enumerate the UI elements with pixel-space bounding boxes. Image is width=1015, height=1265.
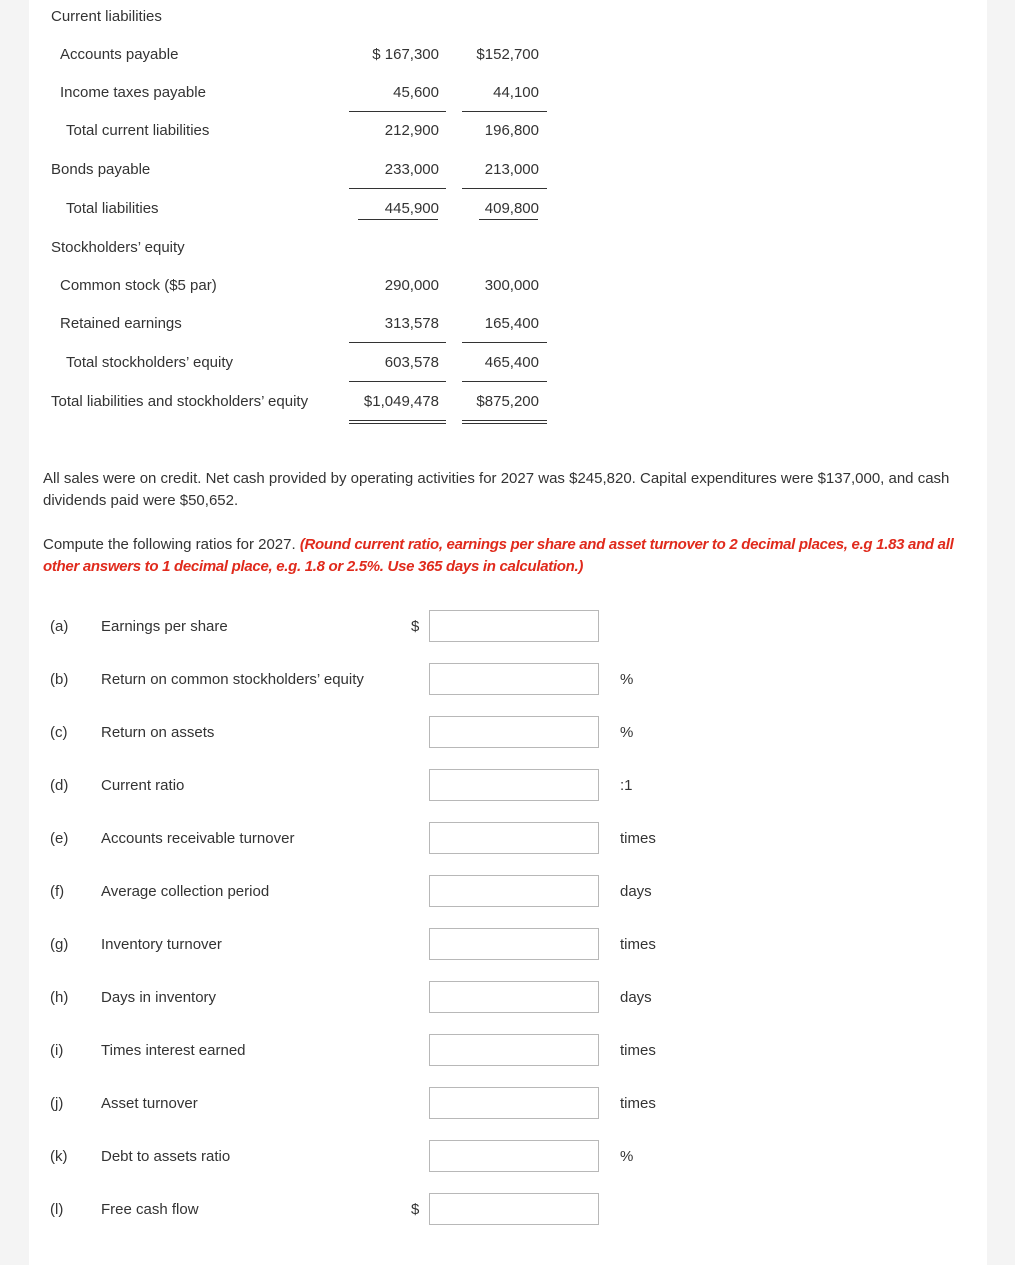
question-times-interest-earned — [29, 1034, 987, 1068]
underline — [462, 111, 547, 112]
bs-row-retained-earnings — [29, 310, 629, 338]
question-earnings-per-share — [29, 610, 987, 644]
info-text: All sales were on credit. Net cash provided by operating activities for 2027 was $245,820. Capital expenditures were $137,000, and cash dividends paid were $50,652. — [43, 470, 950, 509]
question-days-in-inventory — [29, 981, 987, 1015]
unit-label: times — [620, 830, 656, 847]
question-letter: (e) — [50, 830, 69, 847]
question-label: Earnings per share — [101, 618, 228, 635]
bs-value-2026: 409,800 — [484, 200, 539, 217]
answer-input-days-in-inventory[interactable] — [429, 981, 599, 1013]
question-ar-turnover — [29, 822, 987, 856]
answer-input-current-ratio[interactable] — [429, 769, 599, 801]
unit-label: :1 — [620, 777, 633, 794]
instruction-main: Compute the following ratios for 2027. — [43, 536, 296, 553]
bs-row-total-liabilities-and-equity — [29, 388, 629, 416]
bs-value-2026: 465,400 — [484, 354, 539, 371]
question-letter: (g) — [50, 936, 69, 953]
bs-value-2026: 44,100 — [493, 84, 539, 101]
answer-input-free-cash-flow[interactable] — [429, 1193, 599, 1225]
double-underline — [349, 423, 446, 424]
bs-row-accounts-payable — [29, 41, 629, 69]
bs-row-label: Retained earnings — [60, 315, 182, 332]
answer-input-inventory-turnover[interactable] — [429, 928, 599, 960]
question-debt-to-assets — [29, 1140, 987, 1174]
underline — [462, 342, 547, 343]
underline — [349, 111, 446, 112]
bs-value-2027: $ 167,300 — [372, 46, 439, 63]
answer-input-times-interest-earned[interactable] — [429, 1034, 599, 1066]
bs-row-income-taxes-payable — [29, 79, 629, 107]
question-return-on-equity — [29, 663, 987, 697]
question-letter: (k) — [50, 1148, 68, 1165]
stockholders-equity-heading: Stockholders’ equity — [51, 239, 185, 256]
dollar-prefix: $ — [411, 618, 420, 635]
question-letter: (b) — [50, 671, 69, 688]
underline — [479, 219, 538, 220]
answer-input-asset-turnover[interactable] — [429, 1087, 599, 1119]
bs-value-2027: 45,600 — [393, 84, 439, 101]
bs-row-total-stockholders-equity — [29, 349, 629, 377]
question-free-cash-flow — [29, 1193, 987, 1227]
question-label: Return on assets — [101, 724, 215, 741]
underline — [462, 188, 547, 189]
unit-label: % — [620, 1148, 634, 1165]
bs-row-bonds-payable — [29, 156, 629, 184]
underline — [349, 381, 446, 382]
question-letter: (d) — [50, 777, 69, 794]
underline — [349, 188, 446, 189]
question-current-ratio — [29, 769, 987, 803]
question-asset-turnover — [29, 1087, 987, 1121]
question-label: Debt to assets ratio — [101, 1148, 231, 1165]
bs-value-2026: 213,000 — [484, 161, 539, 178]
unit-label: % — [620, 724, 634, 741]
answer-input-return-on-equity[interactable] — [429, 663, 599, 695]
question-label: Inventory turnover — [101, 936, 222, 953]
unit-label: times — [620, 1095, 656, 1112]
double-underline — [349, 420, 446, 421]
question-letter: (i) — [50, 1042, 64, 1059]
bs-value-2027: 603,578 — [384, 354, 439, 371]
bs-value-2026: $875,200 — [476, 393, 539, 410]
dollar-prefix: $ — [411, 1201, 420, 1218]
question-label: Current ratio — [101, 777, 185, 794]
bs-value-2026: 165,400 — [484, 315, 539, 332]
bs-row-label: Bonds payable — [51, 161, 151, 178]
bs-row-common-stock — [29, 272, 629, 300]
bs-row-total-current-liabilities — [29, 117, 629, 145]
underline — [462, 381, 547, 382]
underline — [358, 219, 438, 220]
question-average-collection-period — [29, 875, 987, 909]
bs-value-2027: $1,049,478 — [363, 393, 439, 410]
bs-value-2027: 233,000 — [384, 161, 439, 178]
bs-value-2026: $152,700 — [476, 46, 539, 63]
bs-row-label: Total liabilities and stockholders’ equity — [51, 393, 309, 410]
question-letter: (h) — [50, 989, 69, 1006]
bs-value-2027: 445,900 — [384, 200, 439, 217]
question-letter: (c) — [50, 724, 68, 741]
question-letter: (j) — [50, 1095, 64, 1112]
answer-input-return-on-assets[interactable] — [429, 716, 599, 748]
rounding-hint: (Round current ratio, earnings per share and asset turnover to 2 decimal places, e.g 1.83 and all other answers to 1 decimal place, e.g. 1.8 or 2.5%. Use 365 days in calculation.) — [43, 536, 954, 575]
problem-card — [29, 0, 987, 1265]
question-letter: (a) — [50, 618, 69, 635]
question-inventory-turnover — [29, 928, 987, 962]
bs-value-2027: 212,900 — [384, 122, 439, 139]
unit-label: times — [620, 936, 656, 953]
bs-row-label: Income taxes payable — [60, 84, 206, 101]
bs-row-label: Total liabilities — [66, 200, 159, 217]
question-label: Days in inventory — [101, 989, 217, 1006]
question-label: Times interest earned — [101, 1042, 246, 1059]
bs-value-2026: 196,800 — [484, 122, 539, 139]
question-label: Asset turnover — [101, 1095, 198, 1112]
underline — [349, 342, 446, 343]
question-label: Accounts receivable turnover — [101, 830, 295, 847]
unit-label: days — [620, 883, 652, 900]
current-liabilities-heading: Current liabilities — [51, 8, 162, 25]
double-underline — [462, 420, 547, 421]
bs-row-label: Total current liabilities — [66, 122, 210, 139]
double-underline — [462, 423, 547, 424]
bs-row-label: Total stockholders’ equity — [66, 354, 234, 371]
question-letter: (l) — [50, 1201, 64, 1218]
question-letter: (f) — [50, 883, 65, 900]
bs-value-2027: 290,000 — [384, 277, 439, 294]
answer-input-debt-to-assets[interactable] — [429, 1140, 599, 1172]
answer-input-average-collection-period[interactable] — [429, 875, 599, 907]
question-label: Free cash flow — [101, 1201, 199, 1218]
bs-row-total-liabilities — [29, 195, 629, 223]
bs-row-label: Accounts payable — [60, 46, 179, 63]
unit-label: times — [620, 1042, 656, 1059]
bs-value-2027: 313,578 — [384, 315, 439, 332]
question-return-on-assets — [29, 716, 987, 750]
question-label: Average collection period — [101, 883, 270, 900]
unit-label: % — [620, 671, 634, 688]
unit-label: days — [620, 989, 652, 1006]
answer-input-ar-turnover[interactable] — [429, 822, 599, 854]
bs-value-2026: 300,000 — [484, 277, 539, 294]
question-label: Return on common stockholders’ equity — [101, 671, 364, 688]
bs-row-label: Common stock ($5 par) — [60, 277, 217, 294]
answer-input-earnings-per-share[interactable] — [429, 610, 599, 642]
instruction-text — [43, 534, 973, 578]
